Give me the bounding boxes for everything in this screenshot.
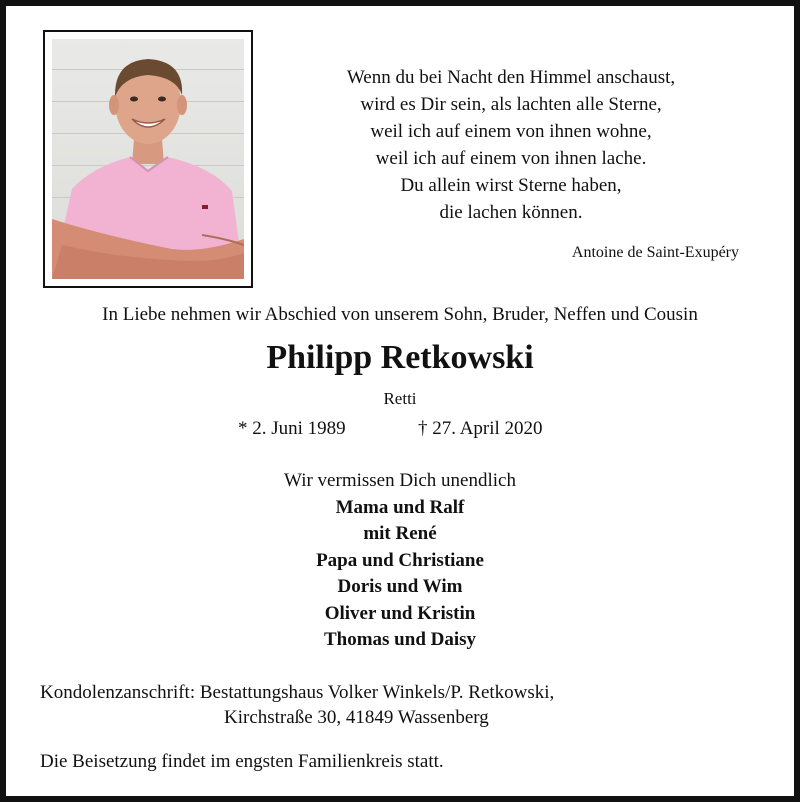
mourner: Mama und Ralf: [335, 496, 465, 518]
mourner: Doris und Wim: [337, 576, 463, 597]
mourner: mit René: [363, 523, 437, 544]
quote-line: Du allein wirst Sterne haben,: [400, 175, 622, 196]
mourner: Papa und Christiane: [316, 549, 484, 571]
death-date: † 27. April 2020: [418, 418, 543, 439]
poem-quote: [276, 64, 746, 226]
condolence-address: [40, 680, 554, 730]
quote-line: die lachen können.: [439, 202, 583, 223]
mourners-lead: Wir vermissen Dich unendlich: [284, 470, 516, 491]
portrait-figure: [52, 39, 244, 279]
deceased-nickname: Retti: [383, 389, 417, 408]
quote-author: Antoine de Saint-Exupéry: [571, 244, 739, 261]
mourner: Thomas und Daisy: [323, 629, 477, 650]
address-line: Kirchstraße 30, 41849 Wassenberg: [224, 707, 489, 728]
address-line: Kondolenzanschrift: Bestattungshaus Volker Winkels/P. Retkowski,: [40, 682, 555, 703]
quote-line: weil ich auf einem von ihnen lache.: [375, 148, 647, 169]
intro-text: In Liebe nehmen wir Abschied von unserem Sohn, Bruder, Neffen und Cousin: [102, 304, 698, 325]
quote-line: weil ich auf einem von ihnen wohne,: [370, 121, 652, 142]
burial-note: Die Beisetzung findet im engsten Familienkreis statt.: [40, 751, 444, 772]
mourner: Oliver und Kristin: [324, 602, 476, 624]
mourners-list: [6, 468, 794, 654]
portrait-photo: [52, 39, 244, 279]
quote-line: wird es Dir sein, als lachten alle Sterne,: [360, 94, 662, 115]
birth-date: * 2. Juni 1989: [238, 418, 346, 439]
deceased-name: Philipp Retkowski: [266, 339, 534, 376]
quote-line: Wenn du bei Nacht den Himmel anschaust,: [346, 67, 676, 88]
portrait-photo-frame: [43, 30, 253, 288]
